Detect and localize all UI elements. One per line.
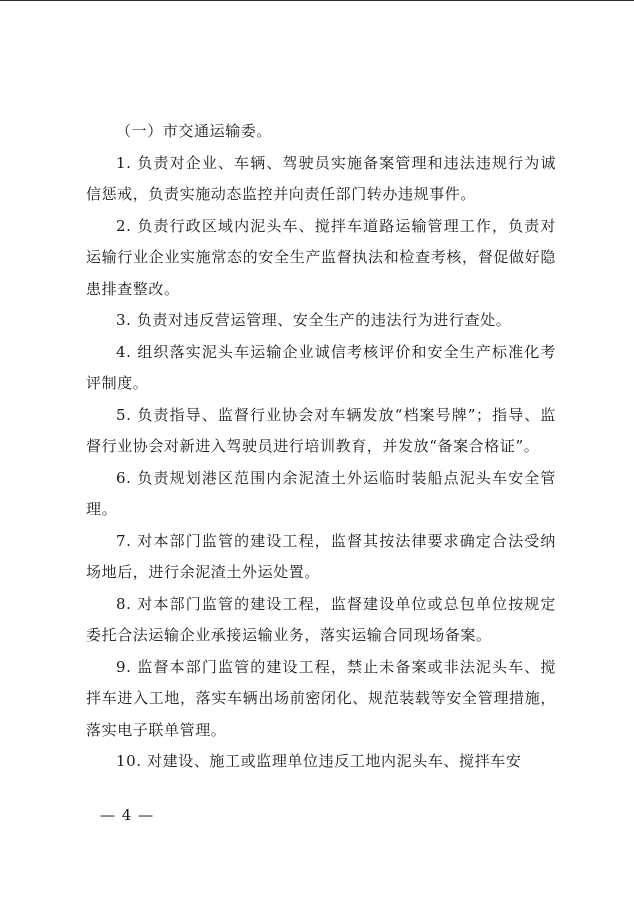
paragraph-item-2: 2. 负责行政区域内泥头车、搅拌车道路运输管理工作，负责对运输行业企业实施常态的安全生产监督执法和检查考核，督促做好隐患排查整改。 xyxy=(86,216,556,298)
paragraph-item-5: 5. 负责指导、监督行业协会对车辆发放“档案号牌”；指导、监督行业协会对新进入驾驶员进行培训教育，并发放“备案合格证”。 xyxy=(86,405,556,455)
page-top-border xyxy=(0,0,634,1)
paragraph-item-1: 1. 负责对企业、车辆、驾驶员实施备案管理和违法违规行为诚信惩戒，负责实施动态监控并向责任部门转办违规事件。 xyxy=(86,153,556,203)
paragraph-item-3: 3. 负责对违反营运管理、安全生产的违法行为进行查处。 xyxy=(116,311,512,329)
paragraph-item-4: 4. 组织落实泥头车运输企业诚信考核评价和安全生产标准化考评制度。 xyxy=(86,342,556,392)
paragraph-item-8: 8. 对本部门监管的建设工程，监督建设单位或总包单位按规定委托合法运输企业承接运输业务，落实运输合同现场备案。 xyxy=(86,594,556,644)
section-heading: （一）市交通运输委。 xyxy=(116,122,273,140)
paragraph-item-9: 9. 监督本部门监管的建设工程，禁止未备案或非法泥头车、搅拌车进入工地，落实车辆出场前密闭化、规范装载等安全管理措施，落实电子联单管理。 xyxy=(86,657,556,739)
paragraph-item-10: 10. 对建设、施工或监理单位违反工地内泥头车、搅拌车安 xyxy=(116,752,522,770)
paragraph-item-6: 6. 负责规划港区范围内余泥渣土外运临时装船点泥头车安全管理。 xyxy=(86,468,556,518)
document-body xyxy=(86,116,556,778)
paragraph-item-7: 7. 对本部门监管的建设工程，监督其按法律要求确定合法受纳场地后，进行余泥渣土外运处置。 xyxy=(86,531,556,581)
page-number: — 4 — xyxy=(100,806,155,824)
